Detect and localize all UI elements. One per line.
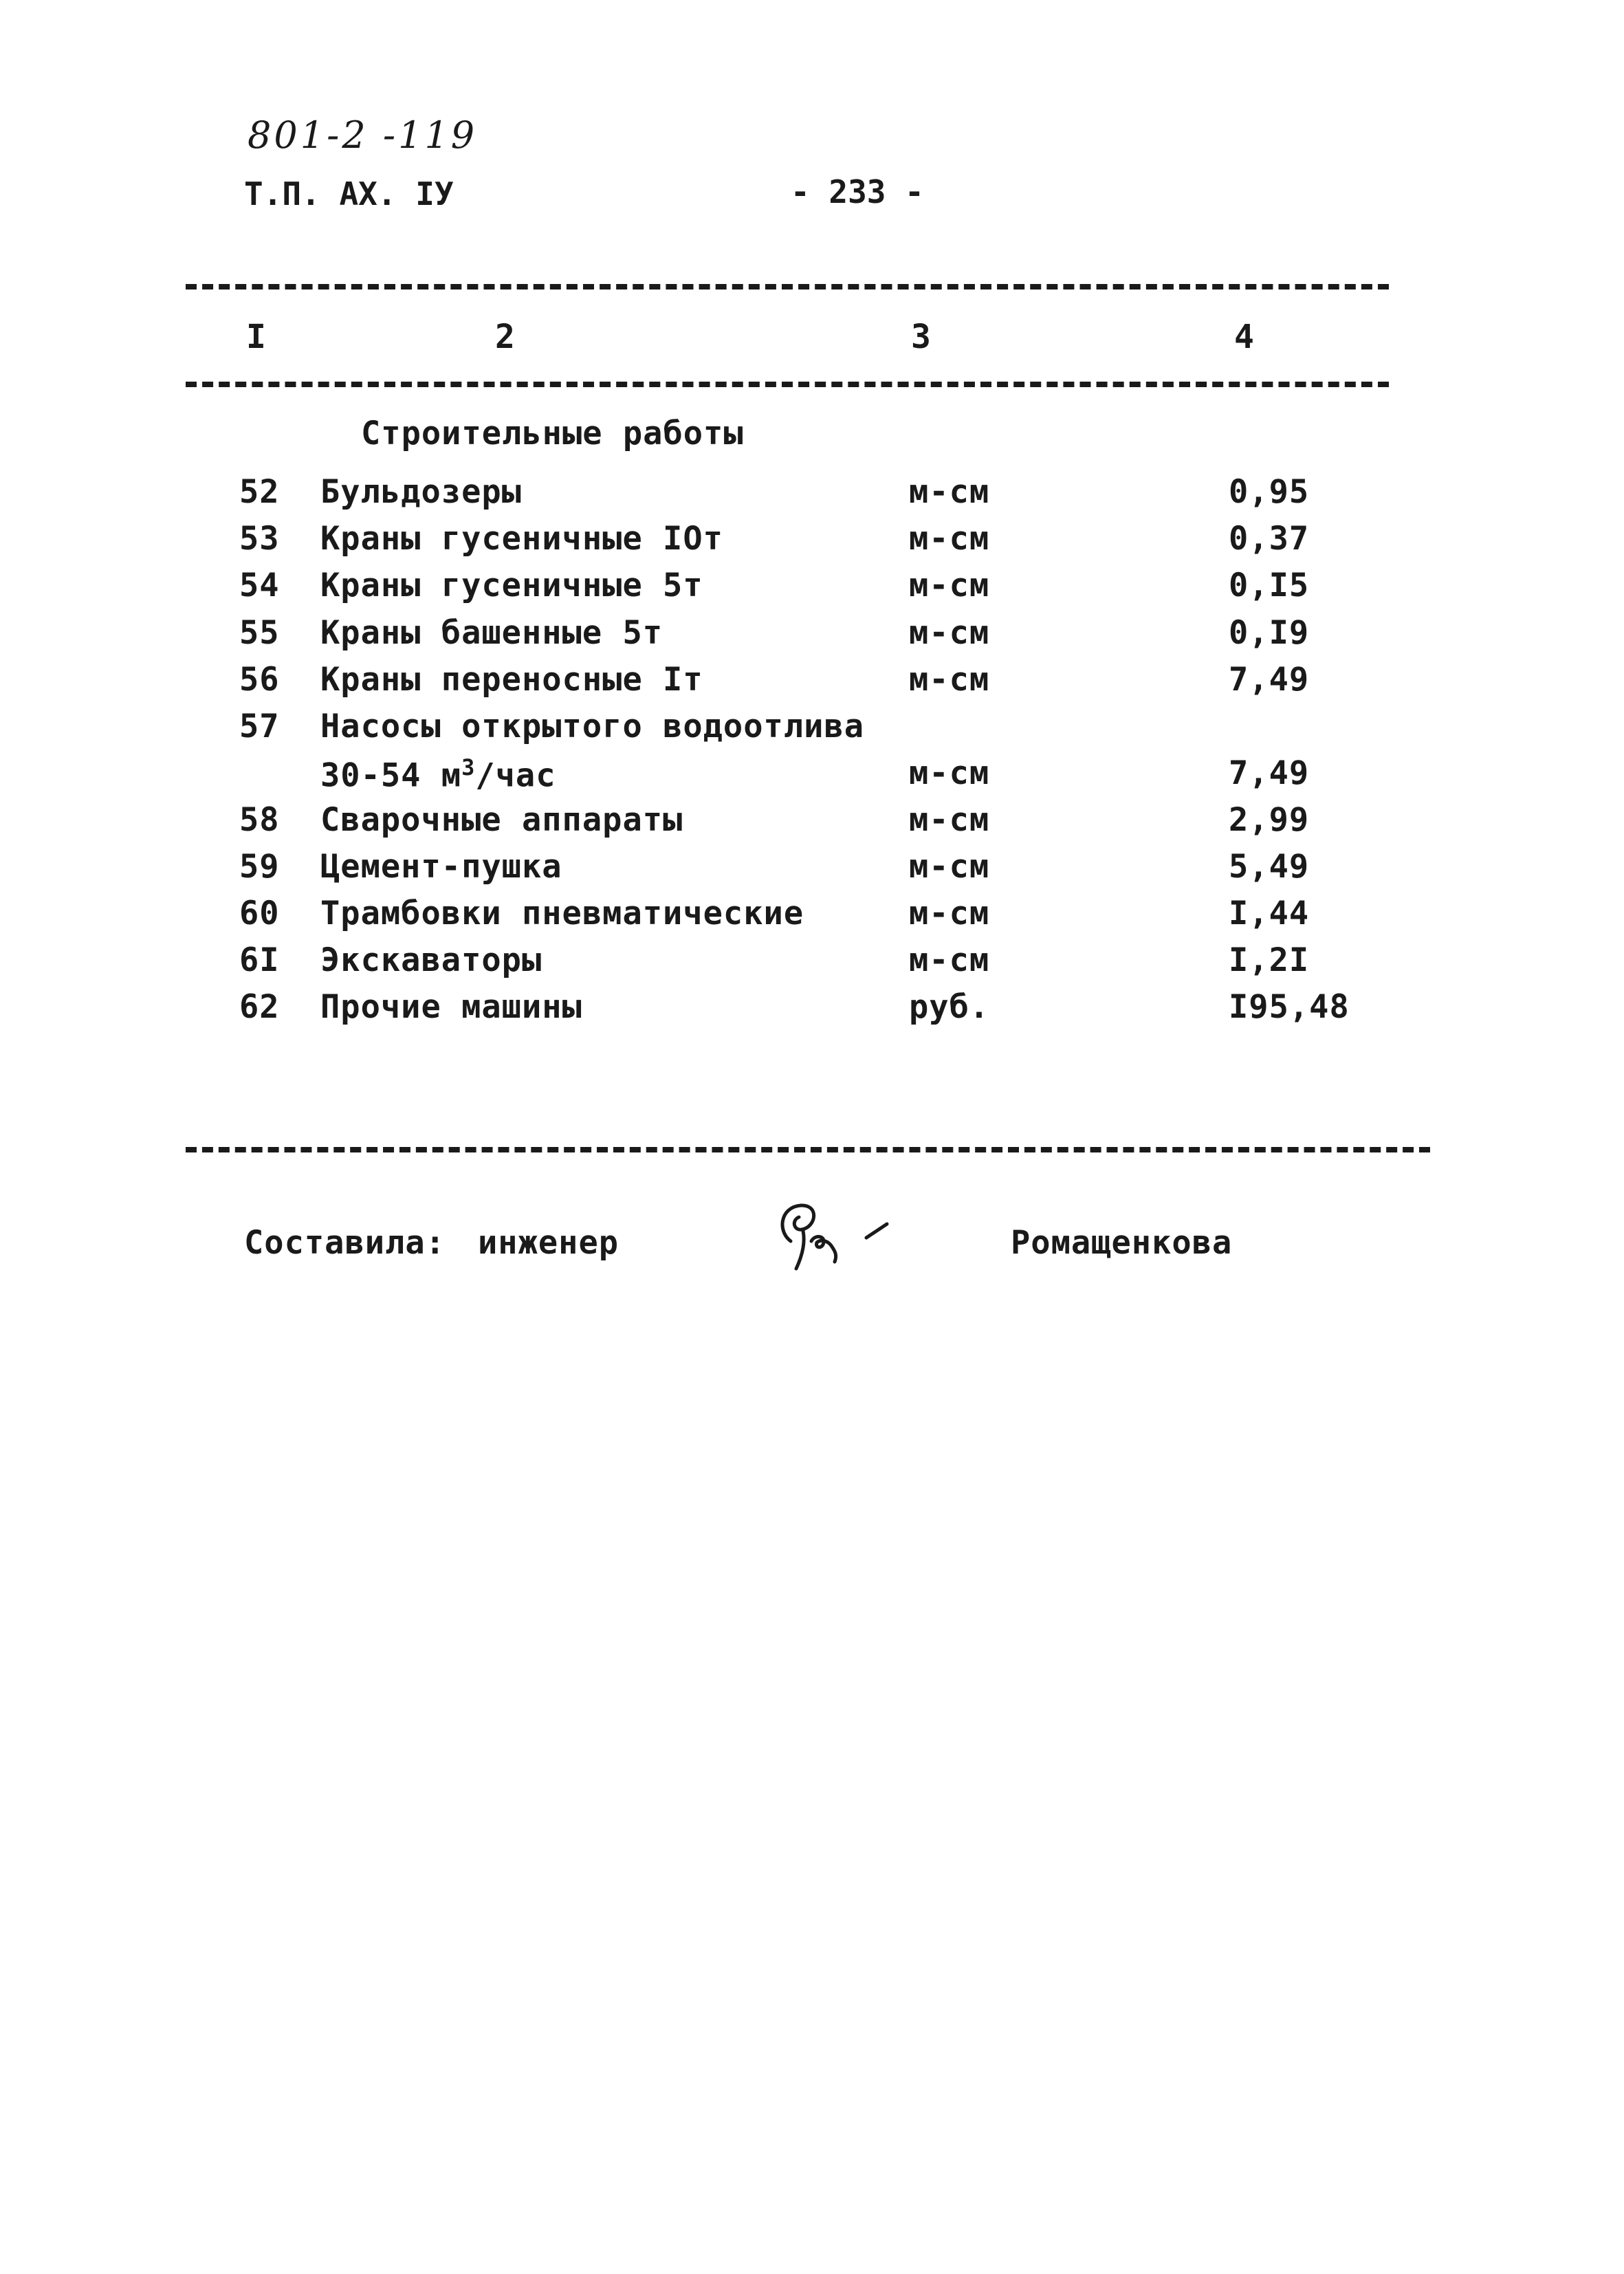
row-name: [320, 754, 556, 795]
row-unit: м-см: [909, 567, 990, 604]
table-row: [0, 988, 1624, 1034]
row-value: 2,99: [1229, 801, 1310, 839]
row-value: 7,49: [1229, 754, 1310, 792]
row-name-prefix: 30-54 м: [320, 756, 462, 795]
row-number: 56: [239, 661, 280, 699]
table-row: [0, 661, 1624, 706]
row-unit: м-см: [909, 848, 990, 886]
table-row-continuation: [0, 754, 1624, 800]
row-name: Экскаваторы: [320, 941, 542, 979]
row-name: Сварочные аппараты: [320, 801, 683, 839]
section-title: Строительные работы: [361, 415, 744, 452]
top-dashed-rule: [186, 284, 1389, 289]
row-name-superscript: 3: [461, 754, 476, 780]
row-number: 57: [239, 708, 280, 745]
row-unit: м-см: [909, 895, 990, 932]
table-row: [0, 567, 1624, 612]
row-number: 6I: [239, 941, 280, 979]
row-name: Краны гусеничные IOт: [320, 520, 723, 558]
row-unit: руб.: [909, 988, 990, 1026]
row-number: 53: [239, 520, 280, 558]
position-title: инженер: [478, 1224, 619, 1262]
table-row: [0, 801, 1624, 846]
table-row: [0, 473, 1624, 518]
table-row: [0, 941, 1624, 987]
compiled-by-label: Составила:: [244, 1224, 446, 1262]
row-number: 58: [239, 801, 280, 839]
row-number: 60: [239, 895, 280, 932]
page-number: - 233 -: [791, 173, 924, 210]
row-value: 0,I5: [1229, 567, 1310, 604]
row-name: Цемент-пушка: [320, 848, 562, 886]
row-unit: м-см: [909, 801, 990, 839]
row-value: 0,I9: [1229, 614, 1310, 652]
column-header-3: 3: [911, 318, 931, 356]
table-row: [0, 614, 1624, 659]
row-unit: м-см: [909, 520, 990, 558]
row-name: Насосы открытого водоотлива: [320, 708, 865, 745]
row-value: 0,37: [1229, 520, 1310, 558]
table-row: [0, 848, 1624, 893]
header-dashed-rule: [186, 382, 1389, 387]
row-number: 52: [239, 473, 280, 511]
row-number: 59: [239, 848, 280, 886]
column-header-4: 4: [1234, 318, 1254, 356]
bottom-dashed-rule: [186, 1147, 1430, 1152]
row-name-suffix: /час: [475, 756, 556, 795]
row-name: Прочие машины: [320, 988, 582, 1026]
row-name: Трамбовки пневматические: [320, 895, 804, 932]
document-reference: Т.П. АХ. IУ: [244, 175, 454, 212]
table-row: [0, 895, 1624, 940]
signature-mark: [763, 1193, 914, 1276]
row-name: Краны переносные Iт: [320, 661, 703, 699]
row-unit: м-см: [909, 754, 990, 792]
row-name: Краны башенные 5т: [320, 614, 663, 652]
row-value: 5,49: [1229, 848, 1310, 886]
row-unit: м-см: [909, 661, 990, 699]
row-value: I95,48: [1229, 988, 1350, 1026]
row-value: 7,49: [1229, 661, 1310, 699]
row-number: 62: [239, 988, 280, 1026]
row-name: Краны гусеничные 5т: [320, 567, 703, 604]
row-value: 0,95: [1229, 473, 1310, 511]
table-row: [0, 708, 1624, 753]
row-number: 54: [239, 567, 280, 604]
row-unit: м-см: [909, 614, 990, 652]
handwritten-code: 801-2 -119: [248, 113, 478, 157]
row-unit: м-см: [909, 473, 990, 511]
row-value: I,44: [1229, 895, 1310, 932]
row-value: I,2I: [1229, 941, 1310, 979]
column-header-1: I: [246, 318, 266, 356]
signer-name: Ромащенкова: [1011, 1224, 1233, 1262]
row-number: 55: [239, 614, 280, 652]
row-unit: м-см: [909, 941, 990, 979]
table-row: [0, 520, 1624, 565]
row-name: Бульдозеры: [320, 473, 522, 511]
column-header-2: 2: [495, 318, 515, 356]
